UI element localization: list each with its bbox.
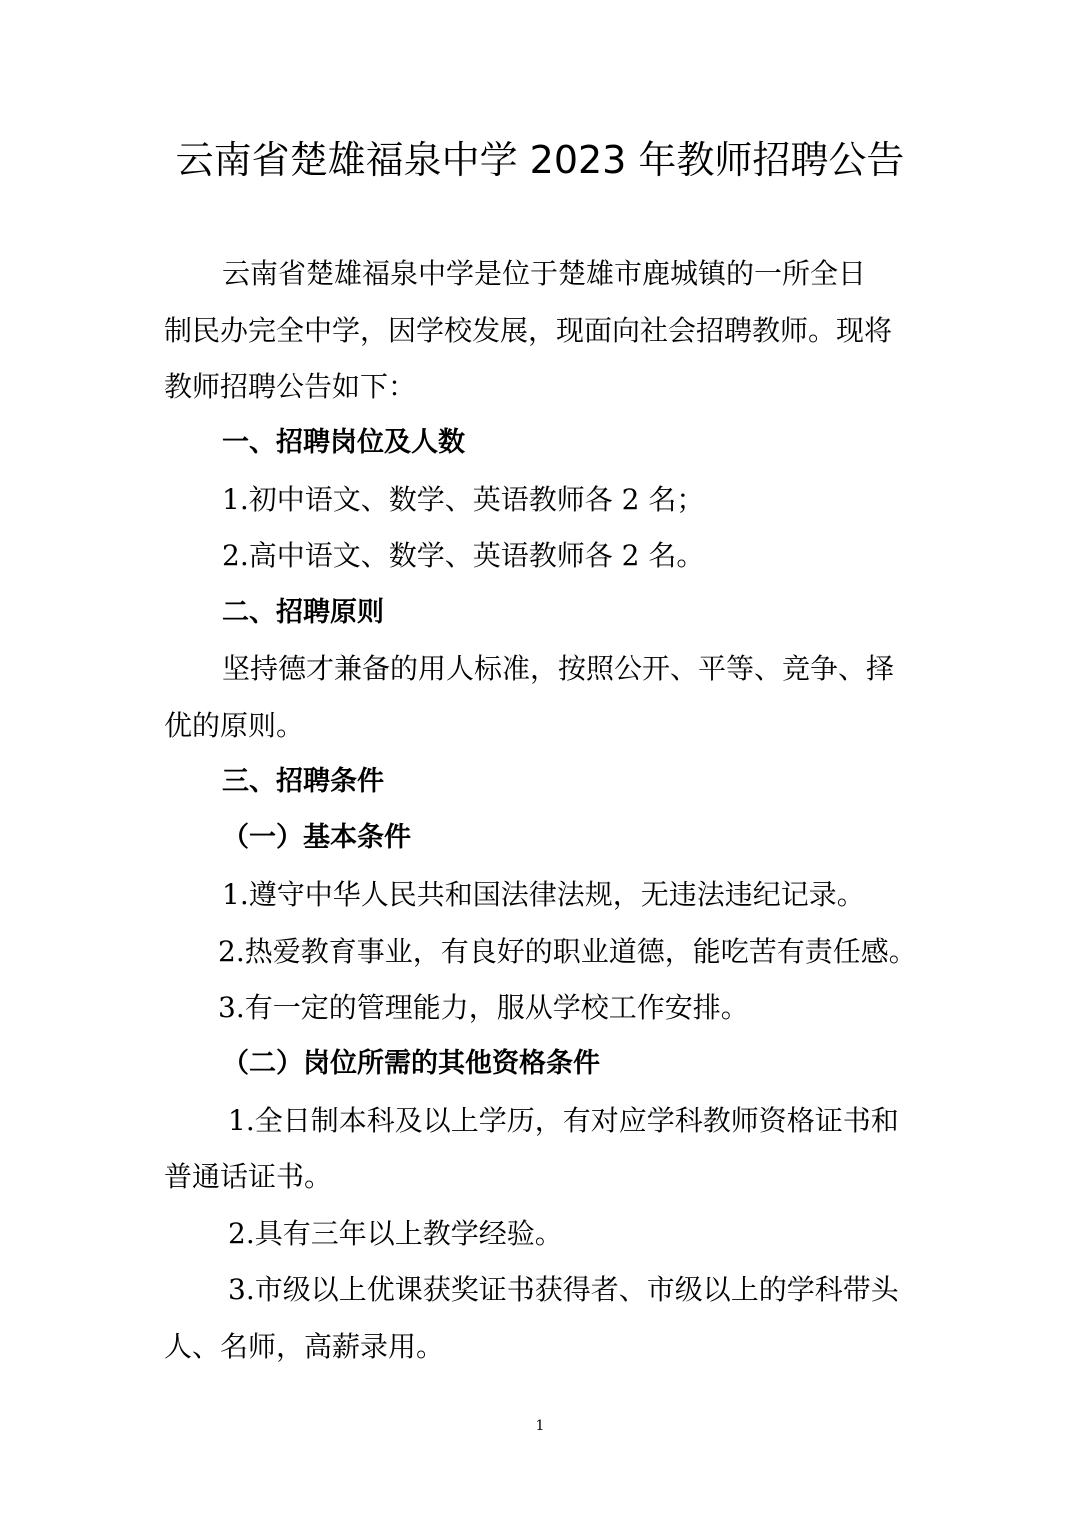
other-item-3-line-2: 人、名师，高薪录用。 bbox=[164, 1330, 445, 1363]
section-heading-positions: 一、招聘岗位及人数 bbox=[222, 427, 465, 458]
subsection-heading-basic: （一）基本条件 bbox=[222, 822, 411, 853]
page-title: 云南省楚雄福泉中学 2023 年教师招聘公告 bbox=[175, 138, 905, 182]
intro-line-1: 云南省楚雄福泉中学是位于楚雄市鹿城镇的一所全日 bbox=[222, 257, 867, 290]
page-number: 1 bbox=[535, 1418, 545, 1434]
principles-line-2: 优的原则。 bbox=[164, 709, 305, 742]
other-item-1-line-1: 1.全日制本科及以上学历，有对应学科教师资格证书和 bbox=[228, 1104, 899, 1137]
section-heading-conditions: 三、招聘条件 bbox=[222, 766, 384, 797]
basic-item-2: 2.热爱教育事业，有良好的职业道德，能吃苦有责任感。 bbox=[218, 935, 917, 968]
other-item-3-line-1: 3.市级以上优课获奖证书获得者、市级以上的学科带头 bbox=[228, 1273, 899, 1306]
intro-line-2: 制民办完全中学，因学校发展，现面向社会招聘教师。现将 bbox=[164, 314, 893, 347]
positions-item-2: 2.高中语文、数学、英语教师各 2 名。 bbox=[222, 539, 705, 572]
basic-item-3: 3.有一定的管理能力，服从学校工作安排。 bbox=[218, 991, 749, 1024]
other-item-1-line-2: 普通话证书。 bbox=[164, 1160, 333, 1193]
principles-line-1: 坚持德才兼备的用人标准，按照公开、平等、竞争、择 bbox=[222, 652, 895, 685]
intro-line-3: 教师招聘公告如下： bbox=[164, 370, 417, 403]
positions-item-1: 1.初中语文、数学、英语教师各 2 名； bbox=[222, 483, 705, 516]
subsection-heading-other: （二）岗位所需的其他资格条件 bbox=[222, 1048, 600, 1079]
section-heading-principles: 二、招聘原则 bbox=[222, 597, 384, 628]
other-item-2: 2.具有三年以上教学经验。 bbox=[228, 1217, 563, 1250]
basic-item-1: 1.遵守中华人民共和国法律法规，无违法违纪记录。 bbox=[222, 878, 865, 911]
